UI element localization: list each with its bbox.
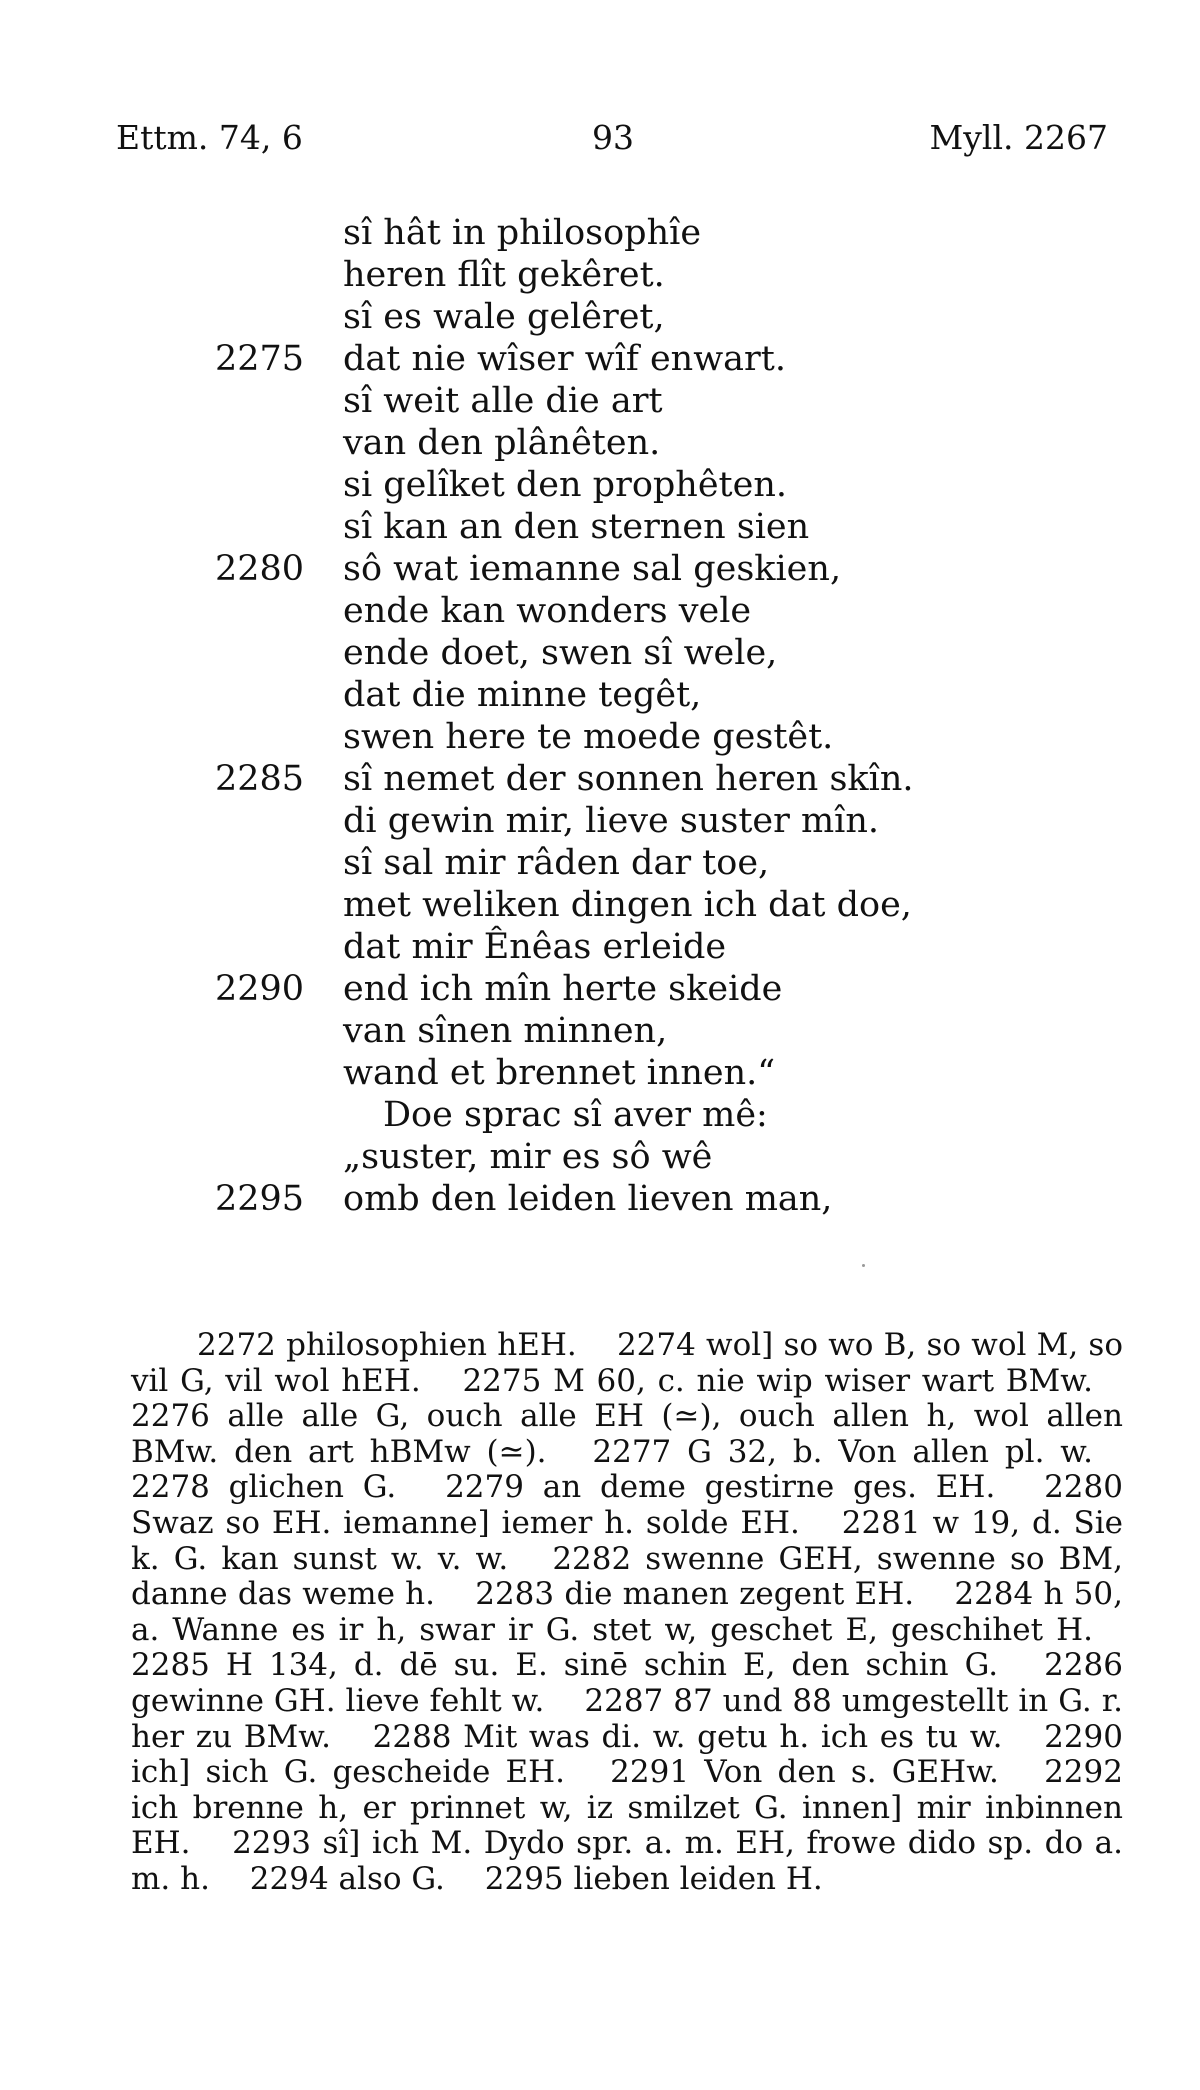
verse-text: omb den leiden lieven man, <box>343 1179 833 1219</box>
verse-line <box>200 926 1100 968</box>
header-right-reference: Myll. 2267 <box>929 118 1108 157</box>
apparatus-entry: 2281 w 19, d. Sie k. G. kan sunst w. v. w. <box>131 1504 1124 1577</box>
verse-line <box>200 758 1100 800</box>
apparatus-entry: 2278 glichen G. <box>131 1469 397 1506</box>
apparatus-entry: 2285 H 134, d. dē su. E. sinē schin E, den schin G. <box>131 1647 999 1684</box>
apparatus-entry: 2288 Mit was di. w. getu h. ich es tu w. <box>372 1718 1003 1755</box>
verse-number: 2285 <box>215 759 305 799</box>
apparatus-entry: 2276 alle alle G, ouch alle EH (≃), ouch allen h, wol allen BMw. den art hBMw (≃). <box>131 1398 1123 1470</box>
verse-text: wand et brennet innen.“ <box>343 1053 776 1093</box>
verse-line <box>200 422 1100 464</box>
apparatus-entry: 2284 h 50, a. Wanne es ir h, swar ir G. stet w, geschet E, geschihet H. <box>131 1576 1123 1648</box>
apparatus-entry: 2274 wol] so wo B, so wol M, so vil G, vil wol hEH. <box>131 1327 1123 1399</box>
verse-line <box>200 968 1100 1010</box>
apparatus-entry: 2293 sî] ich M. Dydo spr. a. m. EH, frowe dido sp. do a. m. h. <box>131 1825 1123 1897</box>
header-left-reference: Ettm. 74, 6 <box>116 118 303 157</box>
verse-line <box>200 1178 1100 1220</box>
apparatus-entry: 2283 die manen zegent EH. <box>475 1576 915 1613</box>
verse-text: di gewin mir, lieve suster mîn. <box>343 801 880 841</box>
verse-text: sî nemet der sonnen heren skîn. <box>343 759 914 799</box>
apparatus-entry: 2286 gewinne GH. lieve fehlt w. <box>131 1647 1123 1719</box>
verse-text: van den plânêten. <box>343 423 661 463</box>
verse-number: 2290 <box>215 969 305 1009</box>
verse-number: 2280 <box>215 549 305 589</box>
verse-text: dat nie wîser wîf enwart. <box>343 339 786 379</box>
print-speck <box>862 1264 865 1267</box>
apparatus-entry: 2277 G 32, b. Von allen pl. w. <box>592 1433 1093 1470</box>
critical-apparatus <box>131 1328 1123 1898</box>
verse-line <box>200 590 1100 632</box>
apparatus-entry: 2272 philosophien hEH. <box>197 1327 577 1363</box>
verse-line <box>200 1052 1100 1094</box>
verse-text: end ich mîn herte skeide <box>343 969 783 1009</box>
verse-line <box>200 380 1100 422</box>
verse-text: dat die minne tegêt, <box>343 675 702 715</box>
verse-text: heren flît gekêret. <box>343 255 665 295</box>
apparatus-entry: 2279 an deme gestirne ges. EH. <box>445 1469 996 1506</box>
apparatus-entry: 2282 swenne GEH, swenne so BM, danne das weme h. <box>131 1540 1123 1613</box>
apparatus-entry: 2290 ich] sich G. gescheide EH. <box>131 1718 1124 1791</box>
verse-line <box>200 1136 1100 1178</box>
verse-line <box>200 1094 1100 1136</box>
verse-text: van sînen minnen, <box>343 1011 668 1051</box>
apparatus-entry: 2295 lieben leiden H. <box>484 1860 823 1897</box>
verse-line <box>200 506 1100 548</box>
verse-line <box>200 296 1100 338</box>
apparatus-entry: 2291 Von den s. GEHw. <box>610 1754 999 1791</box>
apparatus-entry: 2275 M 60, c. nie wip wiser wart BMw. <box>462 1362 1093 1399</box>
verse-text: sî es wale gelêret, <box>343 297 665 337</box>
apparatus-entry: 2280 Swaz so EH. iemanne] iemer h. solde EH. <box>131 1469 1123 1541</box>
apparatus-entry: 2287 87 und 88 umgestellt in G. r. her zu BMw. <box>131 1682 1123 1755</box>
verse-line <box>200 674 1100 716</box>
verse-text: sô wat iemanne sal geskien, <box>343 549 842 589</box>
verse-line <box>200 884 1100 926</box>
verse-text: sî weit alle die art <box>343 381 663 421</box>
running-header <box>116 118 1108 170</box>
verse-line <box>200 800 1100 842</box>
verse-text: sî sal mir râden dar toe, <box>343 843 770 883</box>
page-number: 93 <box>592 118 634 157</box>
verse-number: 2295 <box>215 1179 305 1219</box>
verse-line <box>200 212 1100 254</box>
verse-block <box>200 212 1100 1220</box>
verse-text: sî hât in philosophîe <box>343 213 702 253</box>
verse-text: ende doet, swen sî wele, <box>343 633 778 673</box>
verse-line <box>200 548 1100 590</box>
verse-line <box>200 1010 1100 1052</box>
verse-text: dat mir Ênêas erleide <box>343 927 727 967</box>
verse-text: Doe sprac sî aver mê: <box>383 1095 768 1135</box>
verse-text: ende kan wonders vele <box>343 591 752 631</box>
verse-text: swen here te moede gestêt. <box>343 717 834 757</box>
apparatus-entry: 2292 ich brenne h, er prinnet w, iz smilzet G. innen] mir inbinnen EH. <box>131 1754 1123 1862</box>
verse-line <box>200 254 1100 296</box>
verse-line <box>200 716 1100 758</box>
verse-text: met weliken dingen ich dat doe, <box>343 885 912 925</box>
verse-line <box>200 464 1100 506</box>
verse-number: 2275 <box>215 339 305 379</box>
verse-text: si gelîket den prophêten. <box>343 465 787 505</box>
verse-text: „suster, mir es sô wê <box>343 1137 713 1177</box>
verse-text: sî kan an den sternen sien <box>343 507 810 547</box>
verse-line <box>200 632 1100 674</box>
verse-line <box>200 842 1100 884</box>
verse-line <box>200 338 1100 380</box>
apparatus-entry: 2294 also G. <box>249 1860 445 1897</box>
